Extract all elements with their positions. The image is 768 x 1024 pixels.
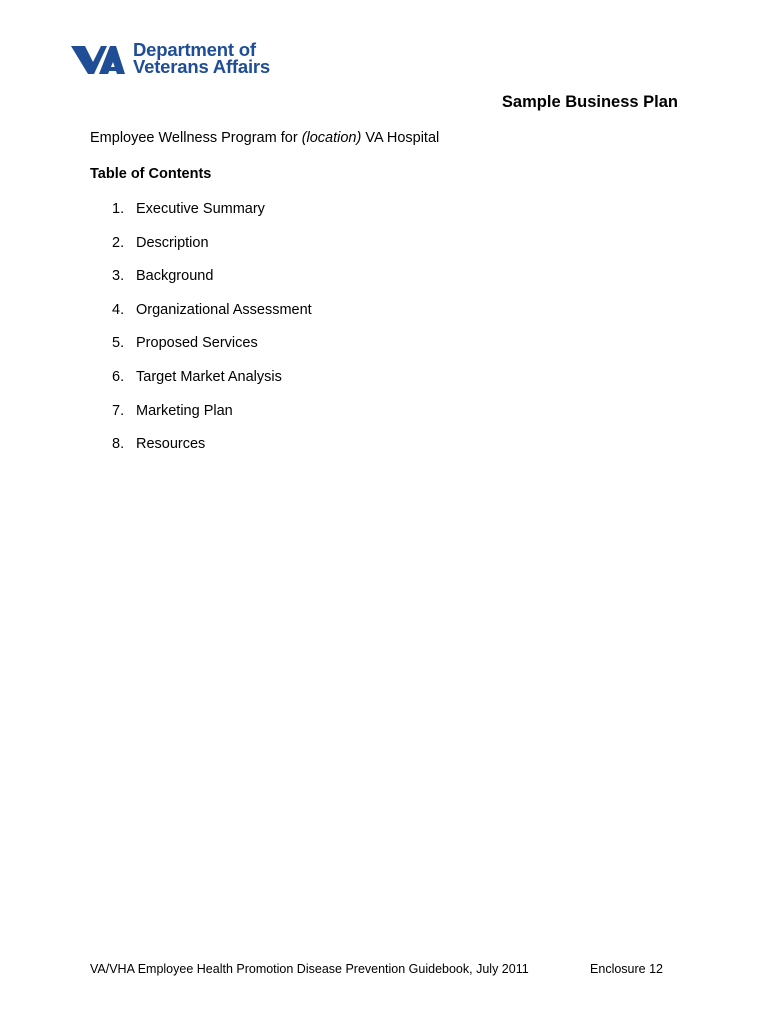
toc-item-number: 8. xyxy=(112,436,125,453)
footer-guidebook-title: VA/VHA Employee Health Promotion Disease Prevention Guidebook, July 2011 xyxy=(90,962,529,976)
toc-item-number: 5. xyxy=(112,335,125,352)
va-logo xyxy=(70,40,270,76)
toc-item-number: 6. xyxy=(112,368,125,385)
toc-list xyxy=(112,200,312,469)
program-subtitle xyxy=(90,130,439,146)
toc-item-label: Target Market Analysis xyxy=(136,368,282,385)
logo-line-2: Veterans Affairs xyxy=(133,56,270,77)
toc-item xyxy=(112,267,312,301)
toc-item-label: Marketing Plan xyxy=(136,402,233,419)
toc-item xyxy=(112,301,312,335)
toc-item-label: Resources xyxy=(136,436,206,453)
toc-item xyxy=(112,402,312,436)
toc-item-label: Executive Summary xyxy=(136,201,265,217)
toc-item xyxy=(112,368,312,402)
toc-item-number: 1. xyxy=(112,201,125,217)
toc-item-number: 7. xyxy=(112,402,125,419)
location-placeholder: (location) xyxy=(301,130,362,146)
toc-item-label: Organizational Assessment xyxy=(136,301,312,318)
logo-wordmark xyxy=(133,41,270,75)
toc-item xyxy=(112,435,312,469)
toc-heading: Table of Contents xyxy=(90,166,212,182)
subtitle-suffix: VA Hospital xyxy=(361,130,440,146)
toc-item-label: Proposed Services xyxy=(136,335,258,352)
toc-item xyxy=(112,334,312,368)
va-emblem-icon xyxy=(70,40,126,76)
toc-item xyxy=(112,234,312,268)
toc-item-number: 4. xyxy=(112,301,125,318)
toc-item-number: 3. xyxy=(112,268,125,285)
logo-line-1: Department of xyxy=(133,39,256,60)
toc-item xyxy=(112,200,312,234)
footer-enclosure-label: Enclosure 12 xyxy=(590,962,663,976)
subtitle-prefix: Employee Wellness Program for xyxy=(90,130,302,146)
toc-item-label: Background xyxy=(136,268,214,285)
document-title: Sample Business Plan xyxy=(501,93,678,111)
toc-item-label: Description xyxy=(136,234,209,251)
toc-item-number: 2. xyxy=(112,234,125,251)
